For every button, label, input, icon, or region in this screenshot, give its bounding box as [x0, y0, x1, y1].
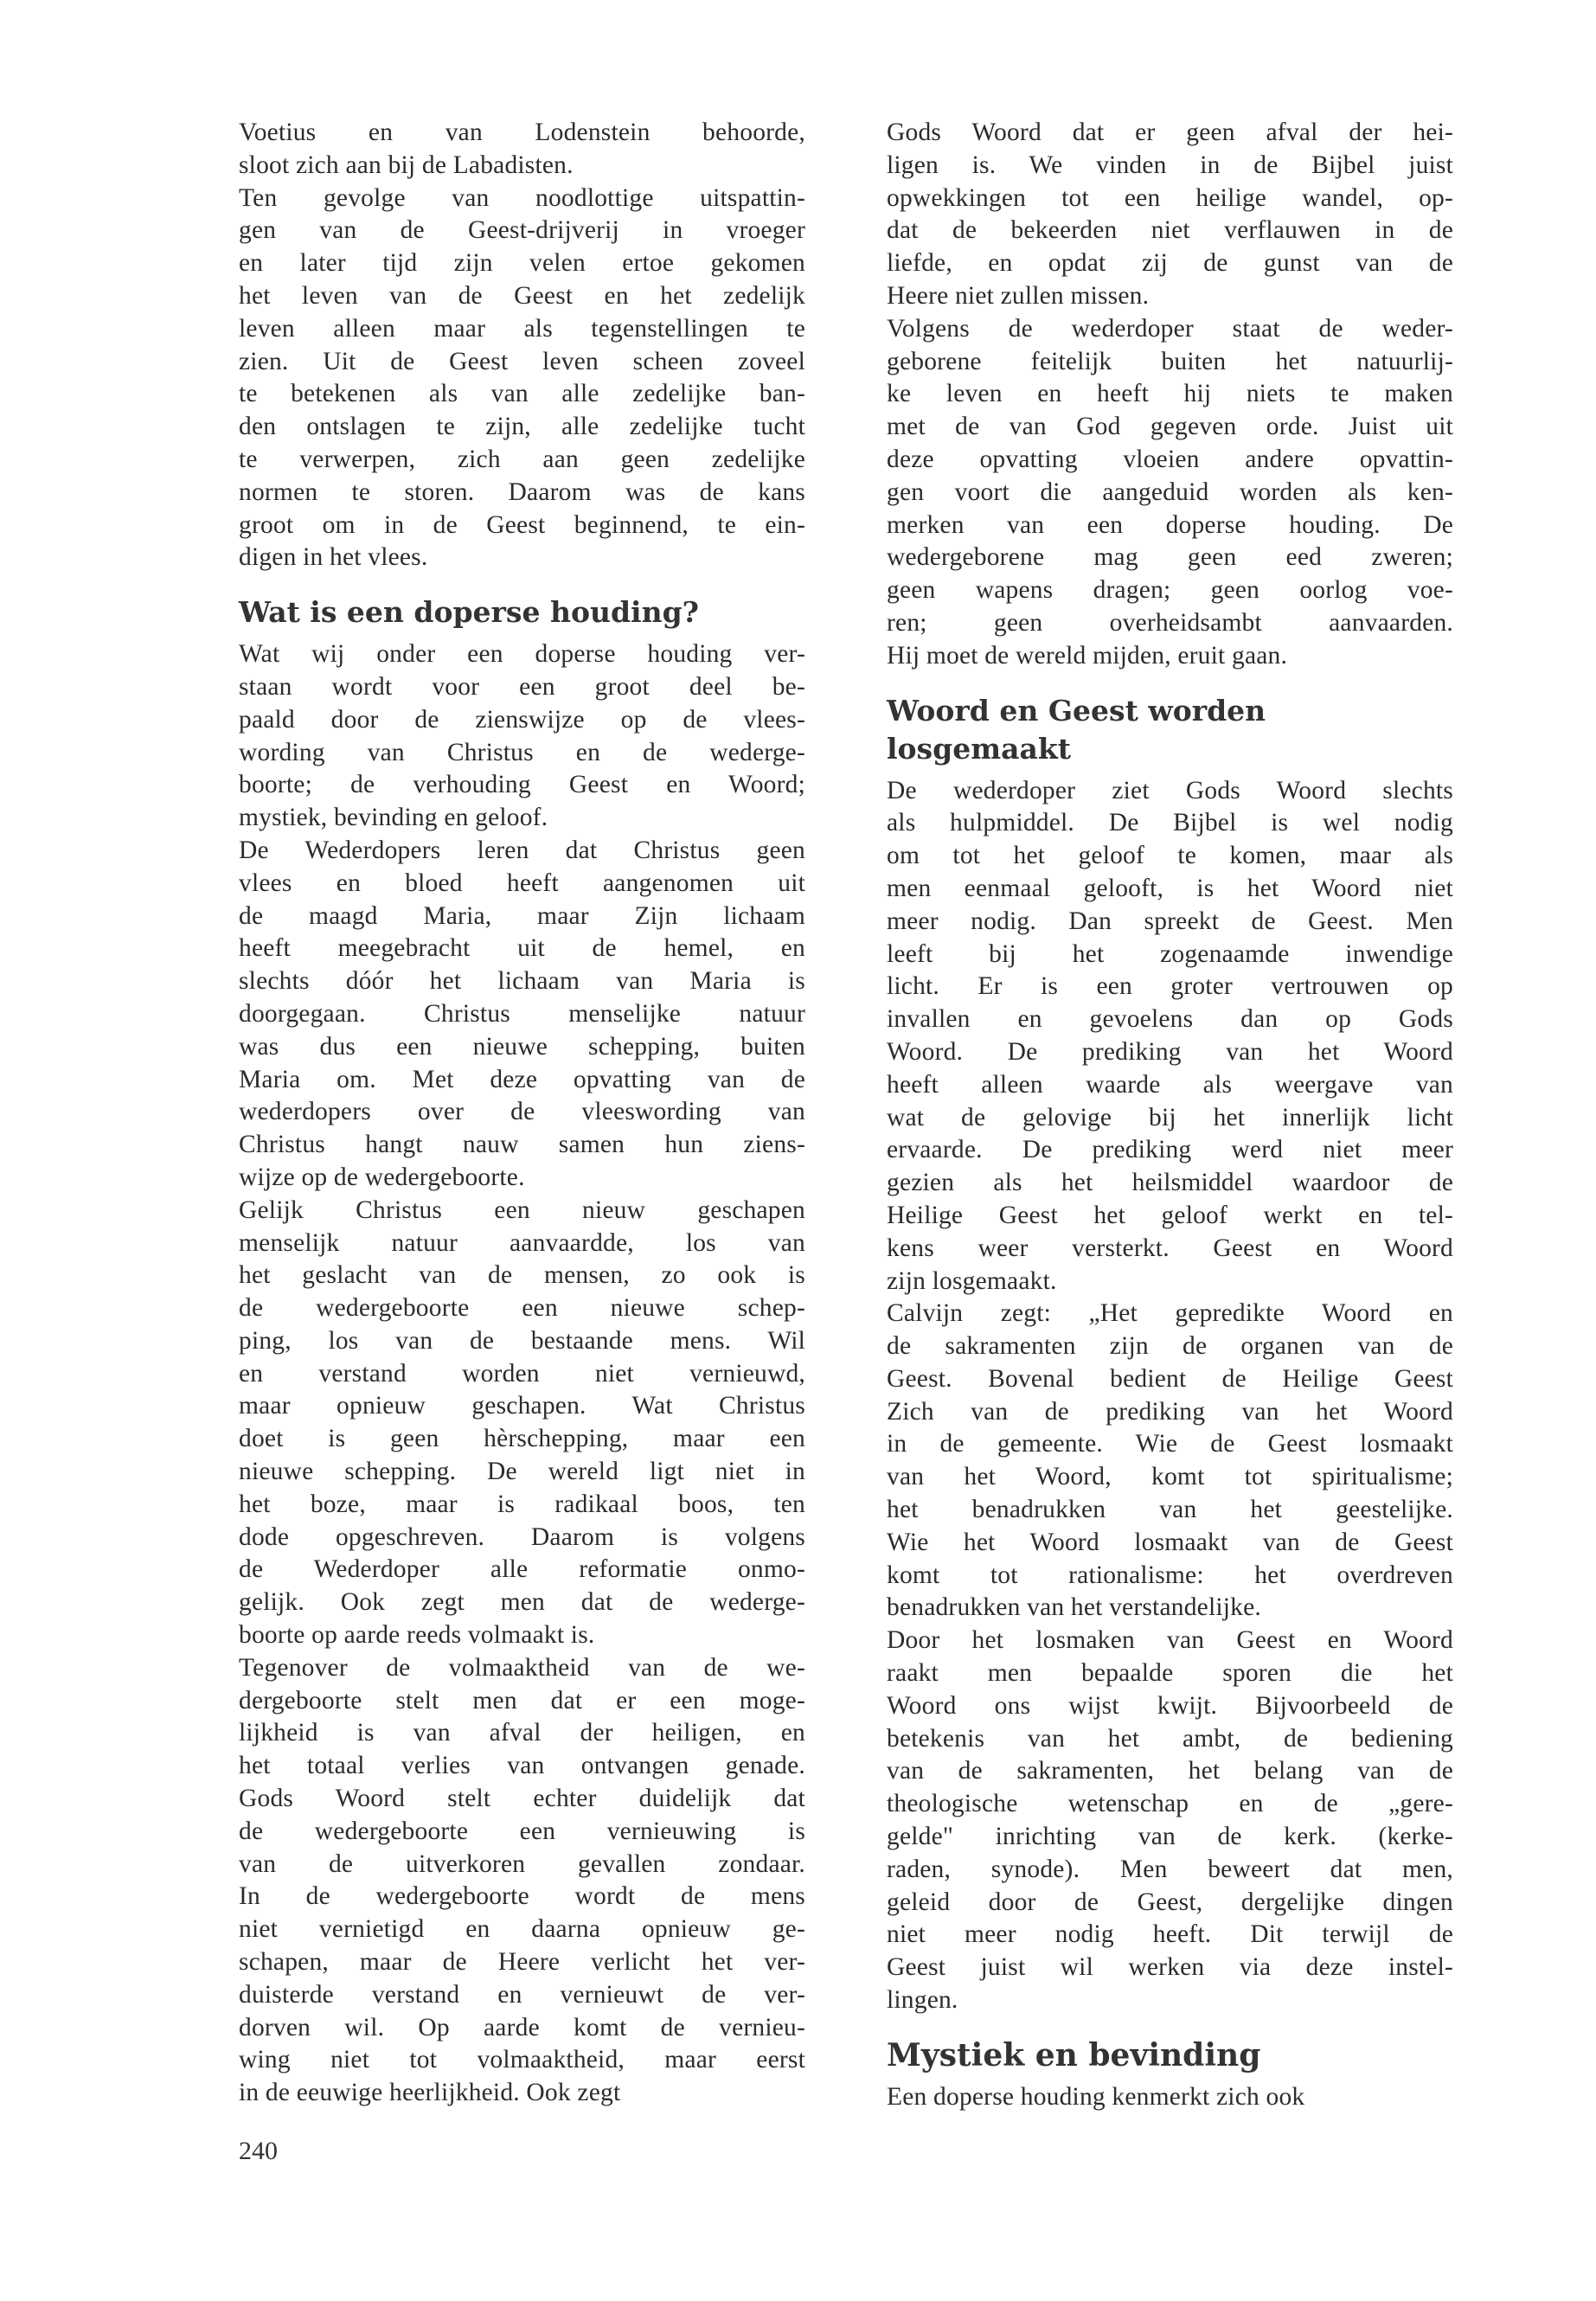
text-line: De wederdoper ziet Gods Woord slechts — [887, 776, 1453, 804]
text-line: zien. Uit de Geest leven scheen zoveel — [239, 347, 805, 375]
text-line: schapen, maar de Heere verlicht het ver- — [239, 1948, 805, 1977]
text-line: wederdopers over de vleeswording van — [239, 1098, 805, 1126]
text-line: het totaal verlies van ontvangen genade. — [239, 1752, 805, 1780]
text-line: slechts dóór het lichaam van Maria is — [239, 967, 805, 996]
text-line: ping, los van de bestaande mens. Wil — [239, 1326, 805, 1355]
text-line: licht. Er is een groter vertrouwen op — [887, 972, 1453, 1001]
text-line: paald door de zienswijze op de vlees- — [239, 705, 805, 734]
paragraph — [887, 117, 1453, 313]
text-line: wat de gelovige bij het innerlijk licht — [887, 1103, 1453, 1131]
text-line: Volgens de wederdoper staat de weder- — [887, 314, 1453, 343]
text-line: gen voort die aangeduid worden als ken- — [887, 478, 1453, 506]
text-line: Voetius en van Lodenstein behoorde, — [239, 119, 805, 146]
paragraph — [887, 1625, 1453, 2017]
paragraph — [239, 1652, 805, 2110]
text-line: om tot het geloof te komen, maar als — [887, 842, 1453, 870]
text-line: geen wapens dragen; geen oorlog voe- — [887, 576, 1453, 605]
heading-line: Wat is een doperse houding? — [239, 595, 699, 630]
text-line: deze opvatting vloeien andere opvattin- — [887, 445, 1453, 473]
text-line: de maagd Maria, maar Zijn lichaam — [239, 901, 805, 930]
text-line: niet meer nodig heeft. Dit terwijl de — [887, 1920, 1453, 1949]
text-line: ligen is. We vinden in de Bijbel juist — [887, 151, 1453, 179]
text-line: wording van Christus en de wederge- — [239, 738, 805, 766]
text-line: vlees en bloed heeft aangenomen uit — [239, 868, 805, 897]
text-line: van de sakramenten, het belang van de — [887, 1757, 1453, 1785]
text-line: menselijk natuur aanvaardde, los van — [239, 1228, 805, 1257]
text-line: normen te storen. Daarom was de kans — [239, 478, 805, 506]
text-line: boorte op aarde reeds volmaakt is. — [239, 1621, 595, 1650]
text-line: lingen. — [887, 1986, 958, 2015]
text-line: Geest. Bovenal bedient de Heilige Geest — [887, 1364, 1453, 1393]
text-line: raakt men bepaalde sporen die het — [887, 1659, 1453, 1688]
text-line: Heere niet zullen missen. — [887, 281, 1150, 310]
paragraph — [887, 2081, 1453, 2114]
text-line: doorgegaan. Christus menselijke natuur — [239, 999, 805, 1028]
section-heading — [887, 2036, 1453, 2074]
text-line: gelde" inrichting van de kerk. (kerke- — [887, 1823, 1453, 1851]
text-line: Door het losmaken van Geest en Woord — [887, 1626, 1453, 1655]
paragraph — [887, 1298, 1453, 1625]
text-line: gezien als het heilsmiddel waardoor de — [887, 1169, 1453, 1197]
text-line: wedergeborene mag geen eed zweren; — [887, 543, 1453, 572]
text-line: van het Woord, komt tot spiritualisme; — [887, 1463, 1453, 1491]
text-line: ren; geen overheidsambt aanvaarden. — [887, 608, 1453, 637]
text-line: theologische wetenschap en de „gere- — [887, 1790, 1453, 1818]
heading-line: losgemaakt — [887, 731, 1071, 766]
text-line: Woord ons wijst kwijt. Bijvoorbeeld de — [887, 1691, 1453, 1720]
text-line: in de gemeente. Wie de Geest losmaakt — [887, 1430, 1453, 1458]
text-line: benadrukken van het verstandelijke. — [887, 1593, 1261, 1622]
text-line: was dus een nieuwe schepping, buiten — [239, 1032, 805, 1061]
text-line: sloot zich aan bij de Labadisten. — [239, 151, 574, 179]
text-line: Gods Woord dat er geen afval der hei- — [887, 119, 1453, 146]
text-line: Maria om. Met deze opvatting van de — [239, 1065, 805, 1093]
text-line: merken van een doperse houding. De — [887, 510, 1453, 539]
heading-line: Mystiek en bevinding — [887, 2036, 1261, 2073]
text-line: boorte; de verhouding Geest en Woord; — [239, 771, 805, 799]
text-line: mystiek, bevinding en geloof. — [239, 804, 548, 832]
text-line: Calvijn zegt: „Het gepredikte Woord en — [887, 1299, 1453, 1328]
paragraph — [239, 183, 805, 575]
text-line: groot om in de Geest beginnend, te ein- — [239, 510, 805, 539]
text-line: het benadrukken van het geestelijke. — [887, 1496, 1453, 1524]
text-line: heeft meegebracht uit de hemel, en — [239, 934, 805, 963]
text-line: wing niet tot volmaaktheid, maar eerst — [239, 2046, 805, 2074]
text-line: de wedergeboorte een vernieuwing is — [239, 1817, 805, 1845]
text-line: in de eeuwige heerlijkheid. Ook zegt — [239, 2079, 621, 2107]
text-line: den ontslagen te zijn, alle zedelijke tucht — [239, 413, 805, 441]
text-line: Heilige Geest het geloof werkt en tel- — [887, 1201, 1453, 1229]
paragraph — [239, 117, 805, 183]
text-line: Geest juist wil werken via deze instel- — [887, 1953, 1453, 1982]
text-line: te verwerpen, zich aan geen zedelijke — [239, 445, 805, 473]
text-line: Wat wij onder een doperse houding ver- — [239, 640, 805, 669]
text-line: raden, synode). Men beweert dat men, — [887, 1855, 1453, 1883]
text-line: als hulpmiddel. De Bijbel is wel nodig — [887, 809, 1453, 837]
text-line: en later tijd zijn velen ertoe gekomen — [239, 249, 805, 278]
paragraph — [239, 638, 805, 835]
text-line: nieuwe schepping. De wereld ligt niet in — [239, 1458, 805, 1486]
text-line: Tegenover de volmaaktheid van de we- — [239, 1653, 805, 1682]
text-line: dorven wil. Op aarde komt de vernieu- — [239, 2013, 805, 2041]
right-column — [887, 117, 1453, 2114]
text-line: De Wederdopers leren dat Christus geen — [239, 836, 805, 864]
text-line: Gelijk Christus een nieuw geschapen — [239, 1195, 805, 1224]
text-line: de Wederdoper alle reformatie onmo- — [239, 1555, 805, 1584]
text-line: gen van de Geest-drijverij in vroeger — [239, 216, 805, 245]
text-line: leeft bij het zogenaamde inwendige — [887, 939, 1453, 968]
text-line: komt tot rationalisme: het overdreven — [887, 1561, 1453, 1589]
paragraph — [887, 775, 1453, 1298]
text-line: invallen en gevoelens dan op Gods — [887, 1005, 1453, 1034]
text-line: Woord. De prediking van het Woord — [887, 1037, 1453, 1066]
paragraph — [239, 835, 805, 1195]
text-line: lijkheid is van afval der heiligen, en — [239, 1719, 805, 1747]
section-heading — [239, 593, 805, 631]
text-line: met de van God gegeven orde. Juist uit — [887, 413, 1453, 441]
text-line: maar opnieuw geschapen. Wat Christus — [239, 1392, 805, 1420]
text-line: gelijk. Ook zegt men dat de wederge- — [239, 1588, 805, 1617]
text-line: kens weer versterkt. Geest en Woord — [887, 1234, 1453, 1262]
text-line: In de wedergeboorte wordt de mens — [239, 1882, 805, 1911]
text-line: liefde, en opdat zij de gunst van de — [887, 249, 1453, 278]
text-line: geleid door de Geest, dergelijke dingen — [887, 1888, 1453, 1916]
left-column — [239, 117, 805, 2110]
text-line: wijze op de wedergeboorte. — [239, 1163, 525, 1191]
text-line: dergeboorte stelt men dat er een moge- — [239, 1686, 805, 1715]
paragraph — [239, 1195, 805, 1652]
text-line: en verstand worden niet vernieuwd, — [239, 1359, 805, 1388]
text-line: ervaarde. De prediking werd niet meer — [887, 1136, 1453, 1164]
text-line: Ten gevolge van noodlottige uitspattin- — [239, 183, 805, 212]
text-line: duisterde verstand en vernieuwt de ver- — [239, 1980, 805, 2009]
text-line: dode opgeschreven. Daarom is volgens — [239, 1522, 805, 1551]
text-line: doet is geen hèrschepping, maar een — [239, 1425, 805, 1453]
text-line: de wedergeboorte een nieuwe schep- — [239, 1294, 805, 1323]
text-line: dat de bekeerden niet verflauwen in de — [887, 216, 1453, 245]
section-heading — [887, 692, 1453, 768]
text-line: Zich van de prediking van het Woord — [887, 1397, 1453, 1426]
text-line: Hij moet de wereld mijden, eruit gaan. — [887, 641, 1288, 670]
text-line: niet vernietigd en daarna opnieuw ge- — [239, 1915, 805, 1944]
text-line: betekenis van het ambt, de bediening — [887, 1724, 1453, 1753]
text-line: Een doperse houding kenmerkt zich ook — [887, 2082, 1305, 2111]
text-line: men eenmaal gelooft, is het Woord niet — [887, 874, 1453, 902]
text-line: leven alleen maar als tegenstellingen te — [239, 314, 805, 343]
text-line: zijn losgemaakt. — [887, 1266, 1057, 1295]
text-line: het leven van de Geest en het zedelijk — [239, 281, 805, 310]
text-line: Gods Woord stelt echter duidelijk dat — [239, 1785, 805, 1813]
text-line: ke leven en heeft hij niets te maken — [887, 380, 1453, 408]
text-line: geborene feitelijk buiten het natuurlij- — [887, 347, 1453, 375]
text-line: meer nodig. Dan spreekt de Geest. Men — [887, 907, 1453, 935]
text-line: Wie het Woord losmaakt van de Geest — [887, 1528, 1453, 1556]
text-line: heeft alleen waarde als weergave van — [887, 1070, 1453, 1099]
paragraph — [887, 313, 1453, 673]
text-line: opwekkingen tot een heilige wandel, op- — [887, 183, 1453, 212]
text-line: Christus hangt nauw samen hun ziens- — [239, 1131, 805, 1159]
page-number: 240 — [239, 2137, 278, 2165]
text-line: de sakramenten zijn de organen van de — [887, 1332, 1453, 1361]
heading-line: Woord en Geest worden — [887, 693, 1266, 727]
text-line: het geslacht van de mensen, zo ook is — [239, 1261, 805, 1290]
text-line: van de uitverkoren gevallen zondaar. — [239, 1849, 805, 1878]
text-line: te betekenen als van alle zedelijke ban- — [239, 380, 805, 408]
text-line: digen in het vlees. — [239, 543, 428, 572]
text-line: staan wordt voor een groot deel be- — [239, 672, 805, 701]
text-line: het boze, maar is radikaal boos, ten — [239, 1490, 805, 1518]
